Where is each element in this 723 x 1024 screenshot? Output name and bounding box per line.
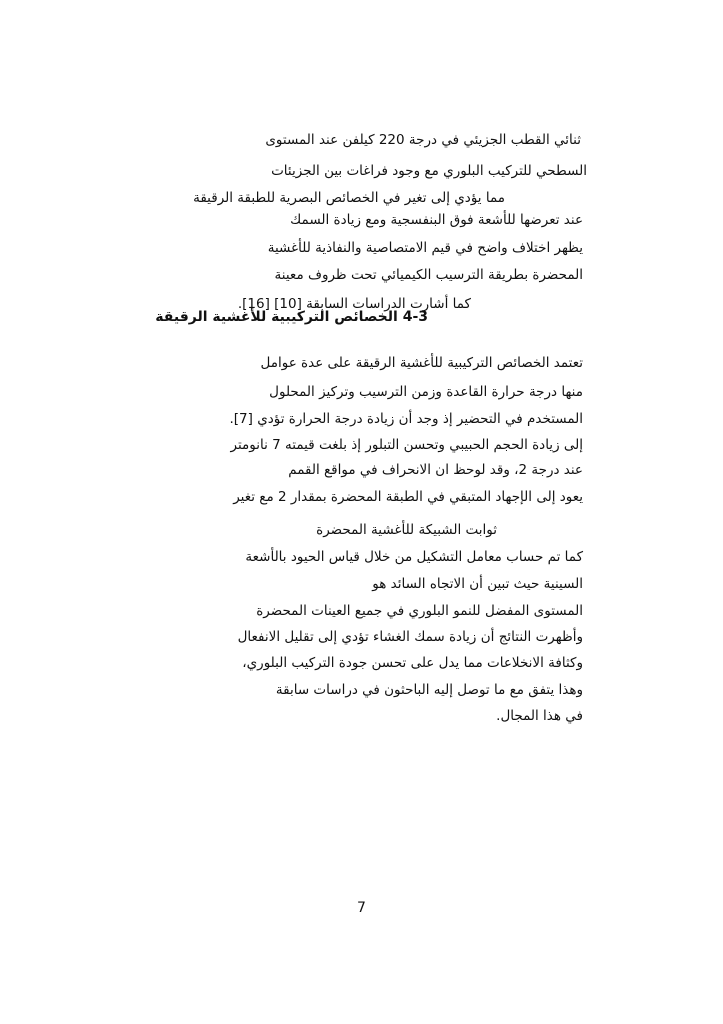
text-line: المستخدم في التحضير إذ وجد أن زيادة درجة الحرارة تؤدي [7]. (229, 411, 583, 427)
text-line: وهذا يتفق مع ما توصل إليه الباحثون في دراسات سابقة (275, 682, 583, 698)
text-line: ثوابت الشبيكة للأغشية المحضرة (316, 522, 497, 538)
text-line: يظهر اختلاف واضح في قيم الامتصاصية والنفاذية للأغشية (267, 240, 583, 256)
section-title: الخصائص التركيبية للأغشية الرقيقة (155, 309, 398, 325)
text-line: ثنائي القطب الجزيئي في درجة 220 كيلفن عند المستوى (265, 132, 581, 148)
text-line: تعتمد الخصائص التركيبية للأغشية الرقيقة على عدة عوامل (260, 355, 583, 371)
text-line: إلى زيادة الحجم الحبيبي وتحسن التبلور إذ بلغت قيمته 7 نانومتر (230, 437, 583, 453)
text-line: السطحي للتركيب البلوري مع وجود فراغات بين الجزيئات (271, 163, 587, 179)
text-line: وكثافة الانخلاعات مما يدل على تحسن جودة التركيب البلوري، (242, 655, 583, 671)
text-line: السينية حيث تبين أن الاتجاه السائد هو (372, 576, 583, 592)
text-line: المستوى المفضل للنمو البلوري في جميع العينات المحضرة (256, 603, 583, 619)
section-number: 4-3 (402, 309, 428, 325)
page-number: 7 (357, 900, 366, 916)
text-line: منها درجة حرارة القاعدة وزمن الترسيب وتركيز المحلول (269, 384, 583, 400)
text-line: كما أشارت الدراسات السابقة [10] [16]. (237, 296, 471, 312)
text-line: عند درجة 2، وقد لوحظ ان الانحراف في مواقع القمم (288, 462, 583, 478)
text-line: مما يؤدي إلى تغير في الخصائص البصرية للطبقة الرقيقة (193, 190, 505, 206)
text-line: في هذا المجال. (496, 708, 583, 724)
text-line: كما تم حساب معامل التشكيل من خلال قياس الحيود بالأشعة (245, 549, 583, 565)
section-heading (155, 309, 428, 325)
text-line: وأظهرت النتائج أن زيادة سمك الغشاء تؤدي إلى تقليل الانفعال (237, 629, 583, 645)
text-line: يعود إلى الإجهاد المتبقي في الطبقة المحضرة بمقدار 2 مع تغير (233, 489, 583, 505)
text-line: المحضرة بطريقة الترسيب الكيميائي تحت ظروف معينة (274, 267, 583, 283)
text-line: عند تعرضها للأشعة فوق البنفسجية ومع زيادة السمك (290, 212, 583, 228)
